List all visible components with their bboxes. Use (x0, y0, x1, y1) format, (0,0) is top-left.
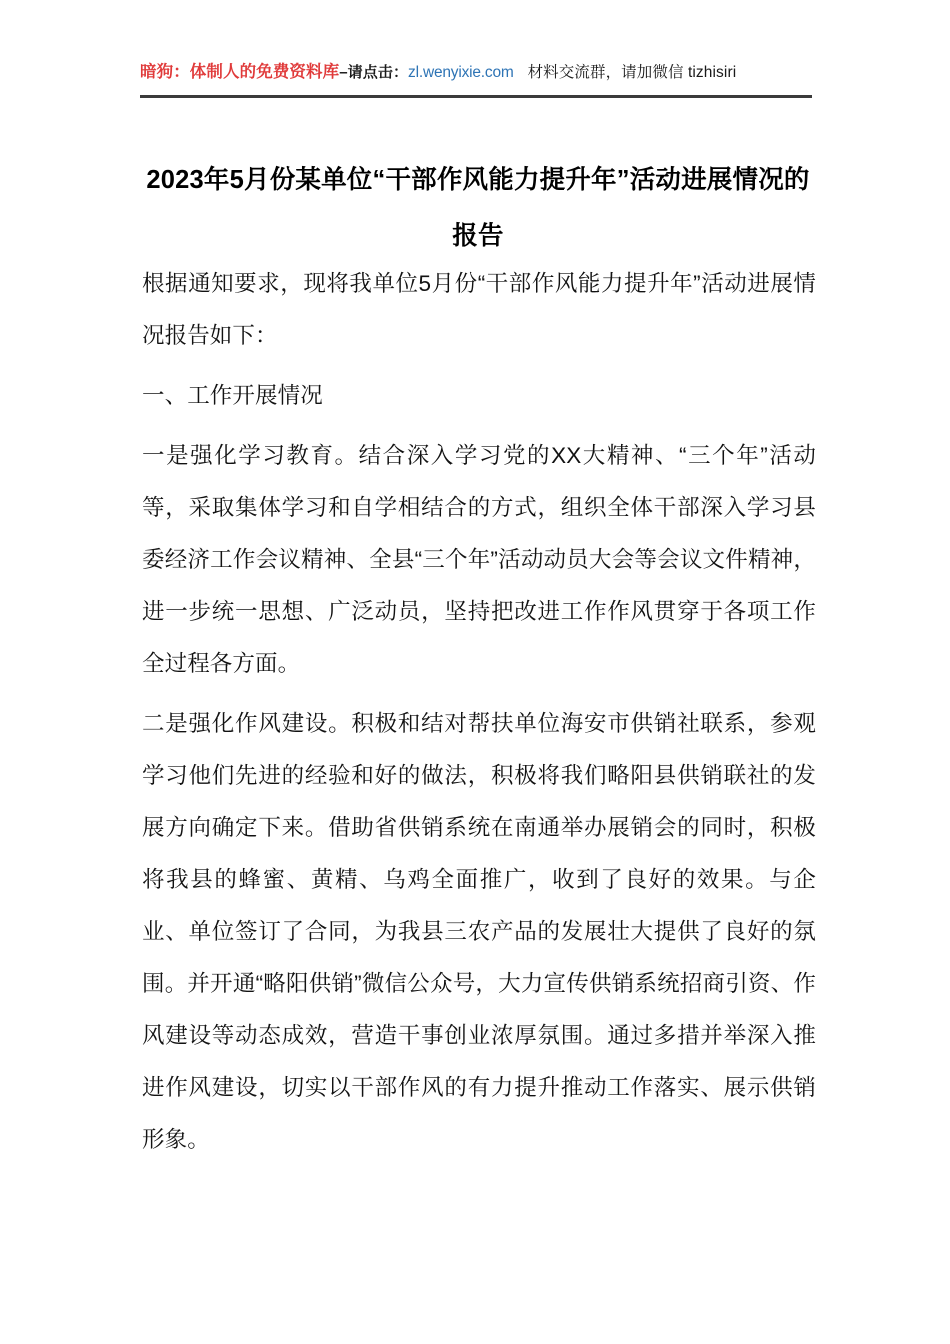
header-website-link[interactable]: zl.wenyixie.com (408, 64, 514, 81)
body-paragraph-1: 根据通知要求，现将我单位5月份“干部作风能力提升年”活动进展情况报告如下： (142, 271, 816, 348)
running-header-line (140, 60, 812, 85)
header-divider-rule (140, 95, 812, 98)
body-paragraph-3: 二是强化作风建设。积极和结对帮扶单位海安市供销社联系，参观学习他们先进的经验和好的做法，积极将我们略阳县供销联社的发展方向确定下来。借助省供销系统在南通举办展销会的同时，积极将我县的蜂蜜、黄精、乌鸡全面推广，收到了良好的效果。与企业、单位签订了合同，为我县三农产品的发展壮大提供了良好的氛围。并开通“略阳供销”微信公众号，大力宣传供销系统招商引资、作风建设等动态成效，营造干事创业浓厚氛围。通过多措并举深入推进作风建设，切实以干部作风的有力提升推动工作落实、展示供销形象。 (142, 711, 816, 1152)
running-header (140, 60, 812, 85)
body-paragraph-2: 一是强化学习教育。结合深入学习党的XX大精神、“三个年”活动等，采取集体学习和自学相结合的方式，组织全体干部深入学习县委经济工作会议精神、全县“三个年”活动动员大会等会议文件精神，进一步统一思想、广泛动员，坚持把改进工作作风贯穿于各项工作全过程各方面。 (142, 443, 816, 676)
document-body (142, 258, 816, 1166)
page-title: 2023年5月份某单位“干部作风能力提升年”活动进展情况的报告 (146, 166, 810, 250)
header-brand-text: 暗狗：体制人的免费资料库 (140, 63, 340, 81)
header-click-prompt: –请点击： (339, 64, 409, 81)
header-contact-text: 材料交流群，请加微信 tizhisiri (527, 64, 737, 81)
section-heading-1: 一、工作开展情况 (142, 383, 323, 408)
